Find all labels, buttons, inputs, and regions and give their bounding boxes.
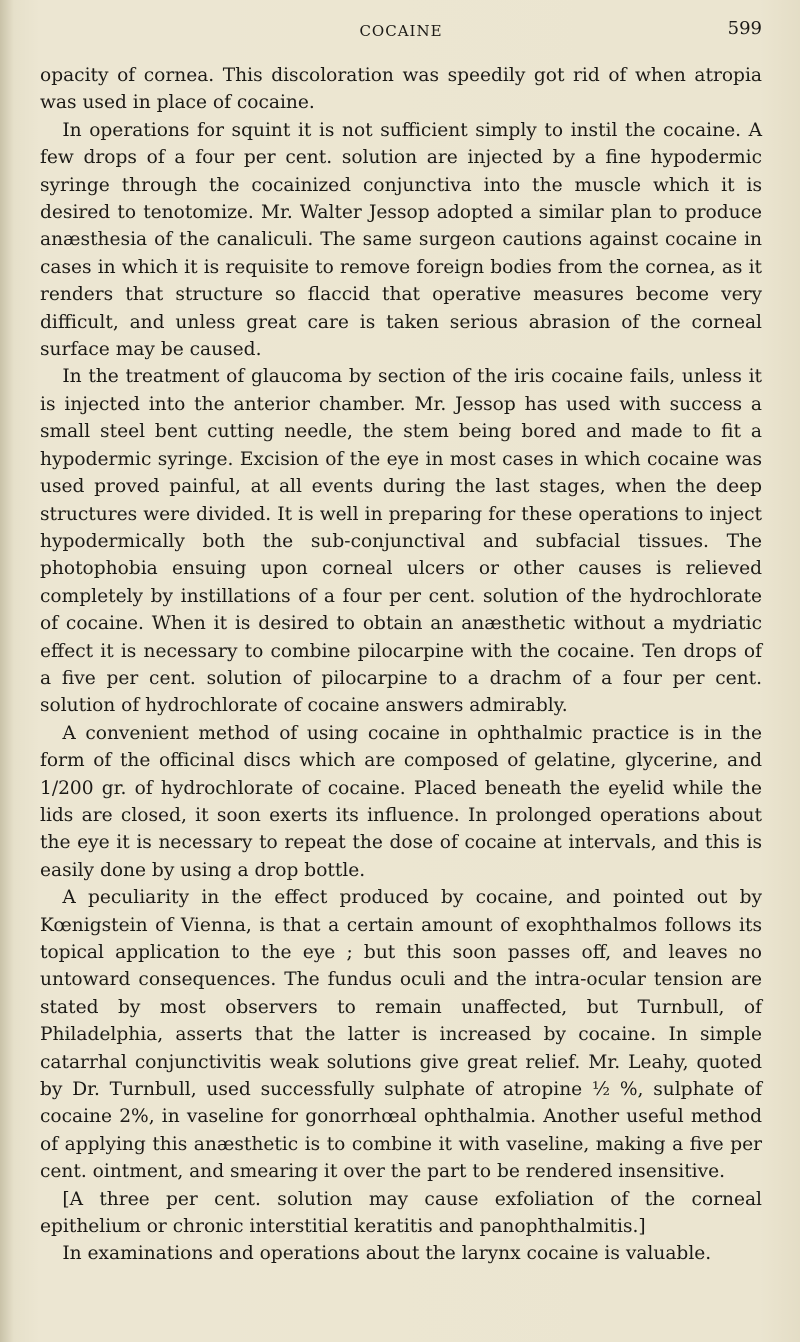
paragraph: In operations for squint it is not sufficient simply to instil the cocaine. A few drops of a four per cent. solution are injected by a fine hypodermic syringe through the cocainized conjunctiva into the muscle which it is desired to tenotomize. Mr. Walter Jessop adopted a similar plan to produce anæsthesia of the canaliculi. The same surgeon cautions against cocaine in cases in which it is requisite to remove foreign bodies from the cornea, as it renders that structure so flaccid that operative measures become very difficult, and unless great care is taken serious abrasion of the corneal surface may be caused. — [40, 119, 762, 361]
paragraph: A peculiarity in the effect produced by cocaine, and pointed out by Kœnigstein of Vienna, is that a certain amount of exophthalmos follows its topical application to the eye ; but this soon passes off, and leaves no untoward consequences. The fundus oculi and the intra-ocular tension are stated by most observers to remain unaffected, but Turnbull, of Philadelphia, asserts that the latter is increased by cocaine. In simple catarrhal conjunctivitis weak solutions give great relief. Mr. Leahy, quoted by Dr. Turnbull, used successfully sulphate of atropine ½ %, sulphate of cocaine 2%, in vaseline for gonorrhœal ophthalmia. Another useful method of applying this anæsthetic is to combine it with vaseline, making a five per cent. ointment, and smearing it over the part to be rendered insensitive. — [40, 887, 762, 1183]
paragraph: A convenient method of using cocaine in ophthalmic practice is in the form of the officinal discs which are composed of gelatine, glycerine, and 1/200 gr. of hydrochlorate of cocaine. Placed beneath the eyelid while the lids are closed, it soon exerts its influence. In prolonged operations about the eye it is necessary to repeat the dose of cocaine at intervals, and this is easily done by using a drop bottle. — [40, 722, 762, 881]
running-head: COCAINE — [359, 22, 443, 40]
page-number: 599 — [727, 18, 762, 39]
page-header — [40, 18, 762, 48]
paragraph: opacity of cornea. This discoloration was speedily got rid of when atropia was used in place of cocaine. — [40, 65, 762, 114]
paragraph: In examinations and operations about the larynx cocaine is valuable. — [62, 1243, 712, 1265]
paragraph: [A three per cent. solution may cause exfoliation of the corneal epithelium or chronic interstitial keratitis and panophthalmitis.] — [40, 1188, 762, 1238]
paragraph: In the treatment of glaucoma by section of the iris cocaine fails, unless it is injected into the anterior chamber. Mr. Jessop has used with success a small steel bent cutting needle, the stem being bored and made to fit a hypodermic syringe. Excision of the eye in most cases in which cocaine was used proved painful, at all events during the last stages, when the deep structures were divided. It is well in preparing for these operations to inject hypodermically both the sub-conjunctival and subfacial tissues. The photophobia ensuing upon corneal ulcers or other causes is relieved completely by instillations of a four per cent. solution of the hydrochlorate of cocaine. When it is desired to obtain an anæsthetic without a mydriatic effect it is necessary to combine pilocarpine with the cocaine. Ten drops of a five per cent. solution of pilocarpine to a drachm of a four per cent. solution of hydrochlorate of cocaine answers admirably. — [40, 366, 762, 717]
body-text — [40, 62, 762, 1268]
